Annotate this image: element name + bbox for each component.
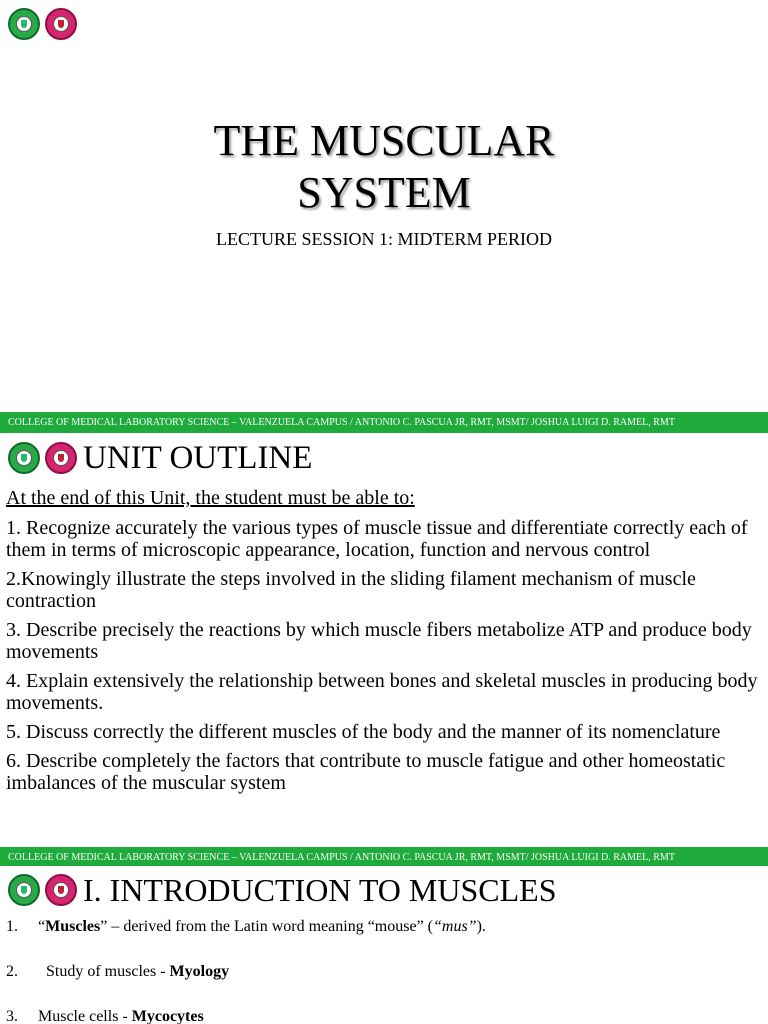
item-description: ” – derived from the Latin word meaning “mouse” ( — [100, 918, 433, 935]
item-description: Study of muscles - — [46, 963, 170, 980]
slide-title: UNIT OUTLINE — [83, 440, 313, 476]
intro-list — [6, 918, 746, 1024]
item-number: 3. — [6, 1008, 18, 1024]
footer-bar: COLLEGE OF MEDICAL LABORATORY SCIENCE – VALENZUELA CAMPUS / ANTONIO C. PASCUA JR, RMT, MSMT/ JOSHUA LUIGI D. RAMEL, RMT — [0, 412, 768, 433]
item-term: Muscles — [45, 918, 101, 935]
item-number: 2. — [6, 963, 18, 980]
objective-item: 1. Recognize accurately the various types of muscle tissue and differentiate correctly each of them in terms of microscopic appearance, location, function and nervous control — [6, 517, 748, 561]
college-seal-green-icon — [8, 442, 40, 474]
item-text — [38, 1008, 204, 1024]
objective-item: 3. Describe precisely the reactions by which muscle fibers metabolize ATP and produce body movements — [6, 619, 752, 663]
college-seal-pink-icon — [45, 8, 77, 40]
slide-header — [8, 437, 312, 479]
objective-item: 2.Knowingly illustrate the steps involved in the sliding filament mechanism of muscle contraction — [6, 568, 696, 612]
title-line-2: SYSTEM — [297, 168, 471, 217]
logo-group — [8, 874, 77, 906]
college-seal-green-icon — [8, 874, 40, 906]
item-description: Muscle cells - — [38, 1008, 132, 1024]
title-slide — [0, 0, 768, 412]
college-seal-pink-icon — [45, 442, 77, 474]
item-term: Myology — [169, 963, 230, 980]
item-latin-term: “mus” — [433, 918, 477, 935]
quote-open: “ — [38, 918, 46, 935]
introduction-slide — [0, 866, 768, 1024]
objective-item: 5. Discuss correctly the different muscles of the body and the manner of its nomenclature — [6, 721, 721, 743]
slide-header — [8, 870, 557, 910]
logo-group — [8, 8, 77, 40]
slide-title: I. INTRODUCTION TO MUSCLES — [83, 872, 557, 908]
unit-outline-slide — [0, 433, 768, 847]
item-number: 1. — [6, 918, 18, 935]
item-tail: ). — [476, 918, 486, 935]
main-title — [0, 115, 768, 219]
objective-lead: At the end of this Unit, the student must be able to: — [6, 487, 415, 509]
subtitle: LECTURE SESSION 1: MIDTERM PERIOD — [215, 229, 552, 249]
title-line-1: THE MUSCULAR — [213, 116, 555, 165]
objective-item: 6. Describe completely the factors that contribute to muscle fatigue and other homeostatic imbalances of the muscular system — [6, 750, 726, 794]
list-item — [6, 1008, 746, 1024]
list-item — [6, 963, 746, 1008]
college-seal-green-icon — [8, 8, 40, 40]
item-term: Mycocytes — [131, 1008, 204, 1024]
objective-item: 4. Explain extensively the relationship between bones and skeletal muscles in producing body movements. — [6, 670, 758, 714]
item-text — [38, 963, 229, 1008]
logo-group — [8, 442, 77, 474]
list-item — [6, 918, 746, 963]
college-seal-pink-icon — [45, 874, 77, 906]
item-text — [38, 918, 486, 963]
footer-bar: COLLEGE OF MEDICAL LABORATORY SCIENCE – VALENZUELA CAMPUS / ANTONIO C. PASCUA JR, RMT, MSMT/ JOSHUA LUIGI D. RAMEL, RMT — [0, 847, 768, 868]
objective-list — [6, 517, 758, 801]
